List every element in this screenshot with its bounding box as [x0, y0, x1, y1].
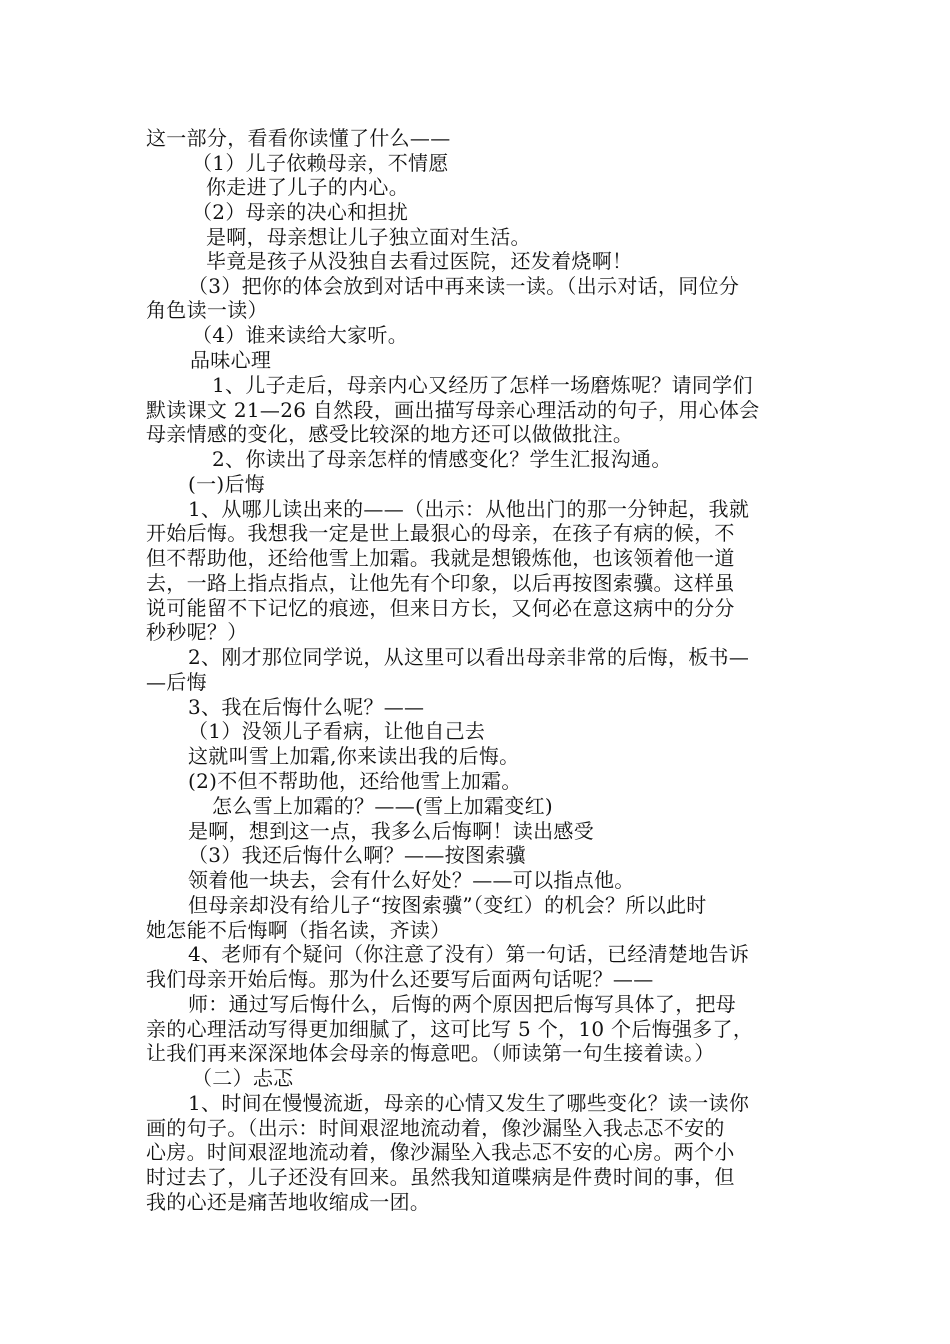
- text-line: 2、刚才那位同学说，从这里可以看出母亲非常的后悔，板书—: [188, 645, 750, 669]
- text-line: 品味心理: [190, 348, 272, 372]
- text-line: 画的句子。（出示：时间艰涩地流动着，像沙漏坠入我忐忑不安的: [146, 1116, 725, 1140]
- text-line: 时过去了，儿子还没有回来。虽然我知道喋病是件费时间的事，但: [146, 1165, 735, 1189]
- text-line: 亲的心理活动写得更加细腻了，这可比写 5 个，10 个后悔强多了，: [146, 1017, 754, 1041]
- text-line: 我的心还是痛苦地收缩成一团。: [146, 1190, 431, 1214]
- text-line: —后悔: [146, 670, 207, 694]
- text-line: 秒秒呢？）: [146, 620, 248, 644]
- text-line: 但母亲却没有给儿子“按图索骥”（变红）的机会？所以此时: [188, 893, 707, 917]
- text-line: （1）没领儿子看病，让他自己去: [188, 719, 486, 743]
- text-line: 师：通过写后悔什么，后悔的两个原因把后悔写具体了，把母: [188, 992, 737, 1016]
- text-line: 角色读一读）: [146, 298, 268, 322]
- text-line: 是啊，想到这一点，我多么后悔啊！读出感受: [188, 819, 594, 843]
- text-line: 1、从哪儿读出来的——（出示：从他出门的那一分钟起，我就: [188, 497, 750, 521]
- text-line: 3、我在后悔什么呢？——: [188, 695, 425, 719]
- text-line: 1、儿子走后，母亲内心又经历了怎样一场磨炼呢？请同学们: [212, 373, 753, 397]
- text-line: (一)后悔: [188, 472, 266, 496]
- text-line: 是啊，母亲想让儿子独立面对生活。: [206, 225, 531, 249]
- text-line: 但不帮助他，还给他雪上加霜。我就是想锻炼他，也该领着他一道: [146, 546, 735, 570]
- text-line: 母亲情感的变化，感受比较深的地方还可以做做批注。: [146, 422, 634, 446]
- text-line: 毕竟是孩子从没独自去看过医院，还发着烧啊！: [206, 249, 633, 273]
- text-line: （3）我还后悔什么啊？——按图索骥: [188, 843, 526, 867]
- text-line: 默读课文 21—26 自然段，画出描写母亲心理活动的句子，用心体会: [146, 398, 760, 422]
- text-line: 领着他一块去，会有什么好处？——可以指点他。: [188, 868, 635, 892]
- text-line: (2)不但不帮助他，还给他雪上加霜。: [188, 769, 522, 793]
- text-line: 去，一路上指点指点，让他先有个印象，以后再按图索骥。这样虽: [146, 571, 735, 595]
- text-line: 2、你读出了母亲怎样的情感变化？学生汇报沟通。: [212, 447, 672, 471]
- text-line: 1、时间在慢慢流逝，母亲的心情又发生了哪些变化？读一读你: [188, 1091, 750, 1115]
- text-line: 这一部分，看看你读懂了什么——: [146, 126, 451, 150]
- text-line: 她怎能不后悔啊（指名读，齐读）: [146, 918, 451, 942]
- text-line: （2）母亲的决心和担扰: [192, 200, 409, 224]
- text-line: 心房。时间艰涩地流动着，像沙漏坠入我忐忑不安的心房。两个小: [146, 1140, 735, 1164]
- text-line: （4）谁来读给大家听。: [192, 323, 409, 347]
- text-line: （1）儿子依赖母亲，不情愿: [192, 151, 449, 175]
- text-line: （二）忐忑: [192, 1066, 294, 1090]
- text-line: 你走进了儿子的内心。: [206, 175, 409, 199]
- text-line: 4、老师有个疑问（你注意了没有）第一句话，已经清楚地告诉: [188, 942, 750, 966]
- text-line: 怎么雪上加霜的？——(雪上加霜变红): [212, 794, 554, 818]
- text-line: 开始后悔。我想我一定是世上最狠心的母亲，在孩子有病的候，不: [146, 521, 735, 545]
- text-line: 说可能留不下记忆的痕迹，但来日方长，又何必在意这病中的分分: [146, 596, 735, 620]
- text-line: 让我们再来深深地体会母亲的悔意吧。（师读第一句生接着读。）: [146, 1041, 715, 1065]
- text-line: （3）把你的体会放到对话中再来读一读。（出示对话，同位分: [188, 274, 740, 298]
- text-line: 我们母亲开始后悔。那为什么还要写后面两句话呢？——: [146, 967, 654, 991]
- text-line: 这就叫雪上加霜,你来读出我的后悔。: [188, 744, 520, 768]
